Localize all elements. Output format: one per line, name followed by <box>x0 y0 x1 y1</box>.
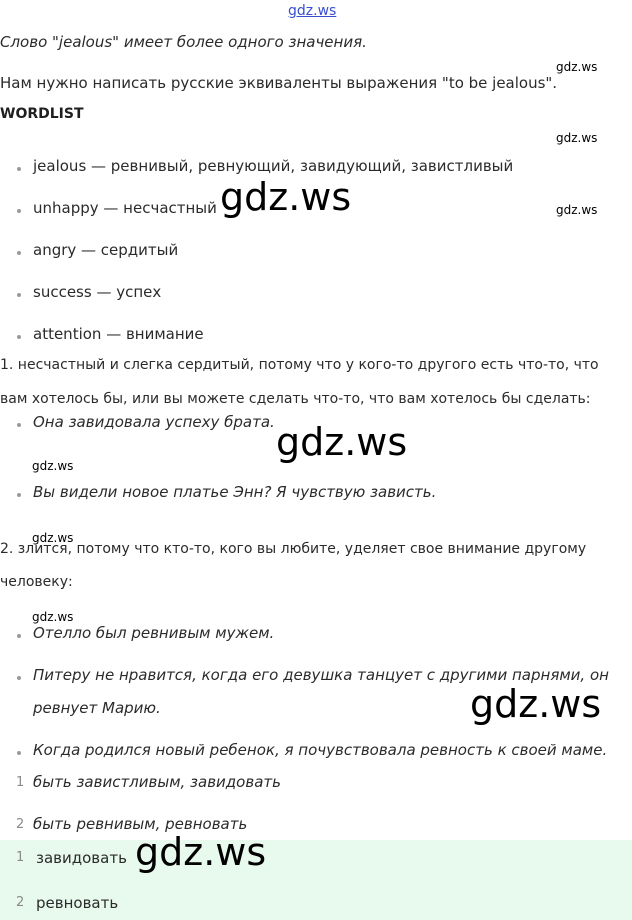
bullet-icon <box>17 293 21 297</box>
meaning-1-line-2: вам хотелось бы, или вы можете сделать что-то, что вам хотелось бы сделать: <box>0 391 591 407</box>
list-number: 1 <box>16 775 25 790</box>
example-item: Вы видели новое платье Энн? Я чувствую зависть. <box>33 483 437 501</box>
watermark-small: gdz.ws <box>556 131 598 145</box>
wordlist-item: success — успех <box>33 283 162 301</box>
wordlist-heading: WORDLIST <box>0 106 84 122</box>
watermark-large: gdz.ws <box>276 420 408 464</box>
watermark-large: gdz.ws <box>135 830 267 874</box>
answer-number: 2 <box>16 895 25 910</box>
bullet-icon <box>17 634 21 638</box>
bullet-icon <box>17 335 21 339</box>
example-item: Отелло был ревнивым мужем. <box>33 624 275 642</box>
wordlist-item: attention — внимание <box>33 325 204 343</box>
watermark-top[interactable]: gdz.ws <box>288 3 337 19</box>
meaning-1-line-1: 1. несчастный и слегка сердитый, потому что у кого-то другого есть что-то, что <box>0 357 599 373</box>
watermark-small: gdz.ws <box>556 203 598 217</box>
bullet-icon <box>17 167 21 171</box>
meaning-2-line-2: человеку: <box>0 574 73 590</box>
example-item-continuation: ревнует Марию. <box>33 699 161 717</box>
bullet-icon <box>17 423 21 427</box>
bullet-icon <box>17 251 21 255</box>
numbered-item: быть ревнивым, ревновать <box>33 815 248 833</box>
intro-task: Нам нужно написать русские эквиваленты выражения "to be jealous". <box>0 74 558 92</box>
wordlist-item: angry — сердитый <box>33 241 179 259</box>
bullet-icon <box>17 676 21 680</box>
list-number: 2 <box>16 817 25 832</box>
wordlist-item: jealous — ревнивый, ревнующий, завидующий, завистливый <box>33 157 514 175</box>
answer-item: завидовать <box>36 849 127 867</box>
bullet-icon <box>17 493 21 497</box>
watermark-small: gdz.ws <box>32 459 74 473</box>
answer-item: ревновать <box>36 894 119 912</box>
example-item: Когда родился новый ребенок, я почувствовала ревность к своей маме. <box>33 741 608 759</box>
bullet-icon <box>17 209 21 213</box>
watermark-small: gdz.ws <box>32 531 74 545</box>
intro-note: Слово "jealous" имеет более одного значения. <box>0 33 367 51</box>
numbered-item: быть завистливым, завидовать <box>33 773 281 791</box>
watermark-large: gdz.ws <box>470 682 602 726</box>
meaning-2-line-1: 2. злится, потому что кто-то, кого вы любите, уделяет свое внимание другому <box>0 541 587 557</box>
wordlist-item: unhappy — несчастный <box>33 199 217 217</box>
bullet-icon <box>17 751 21 755</box>
example-item: Питеру не нравится, когда его девушка танцует с другими парнями, он <box>33 666 609 684</box>
watermark-small: gdz.ws <box>556 60 598 74</box>
example-item: Она завидовала успеху брата. <box>33 413 275 431</box>
answer-number: 1 <box>16 850 25 865</box>
watermark-large: gdz.ws <box>220 175 352 219</box>
watermark-small: gdz.ws <box>32 610 74 624</box>
